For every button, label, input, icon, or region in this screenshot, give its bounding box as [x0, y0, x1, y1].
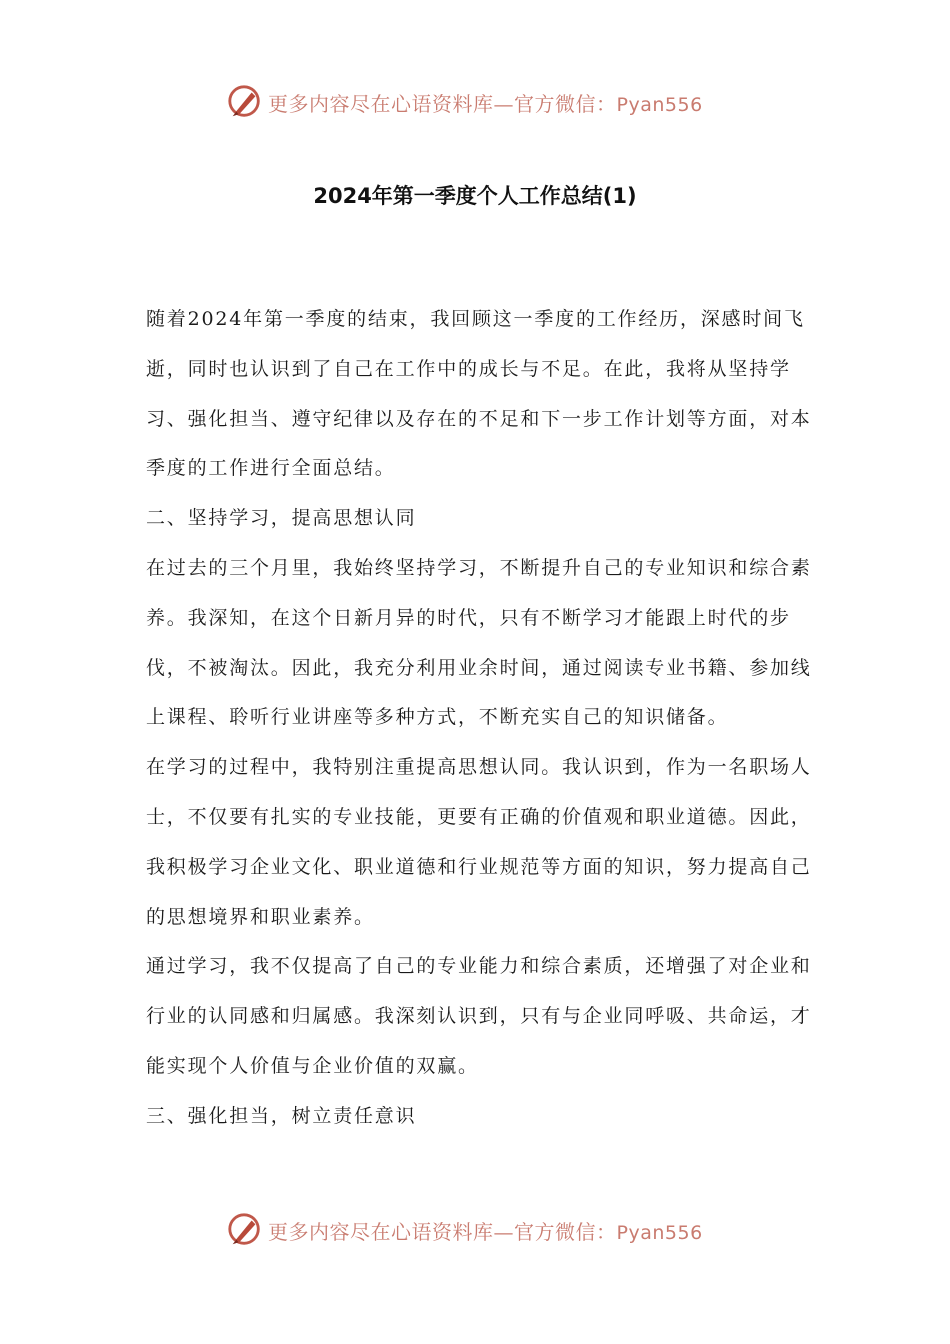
watermark-text: 更多内容尽在心语资料库—官方微信：Pyan556: [268, 1219, 703, 1244]
paragraph-study-1: 在过去的三个月里，我始终坚持学习，不断提升自己的专业知识和综合素养。我深知，在这个日新月异的时代，只有不断学习才能跟上时代的步伐，不被淘汰。因此，我充分利用业余时间，通过阅读专业书籍、参加线上课程、聆听行业讲座等多种方式，不断充实自己的知识储备。: [146, 556, 812, 729]
section-heading-responsibility: 三、强化担当，树立责任意识: [146, 1104, 417, 1127]
watermark-banner-bottom: [226, 1210, 746, 1250]
document-title: 2024年第一季度个人工作总结(1): [313, 184, 637, 208]
paragraph-study-3: 通过学习，我不仅提高了自己的专业能力和综合素质，还增强了对企业和行业的认同感和归属感。我深刻认识到，只有与企业同呼吸、共命运，才能实现个人价值与企业价值的双赢。: [146, 955, 812, 1077]
section-heading-study: 二、坚持学习，提高思想认同: [146, 507, 417, 530]
document-body: [146, 295, 818, 1142]
paragraph-study-2: 在学习的过程中，我特别注重提高思想认同。我认识到，作为一名职场人士，不仅要有扎实的专业技能，更要有正确的价值观和职业道德。因此，我积极学习企业文化、职业道德和行业规范等方面的知识，努力提高自己的思想境界和职业素养。: [146, 756, 812, 928]
pen-logo-icon: [226, 83, 264, 121]
watermark-text: 更多内容尽在心语资料库—官方微信：Pyan556: [268, 91, 703, 116]
paragraph-intro: 随着2024年第一季度的结束，我回顾这一季度的工作经历，深感时间飞逝，同时也认识到了自己在工作中的成长与不足。在此，我将从坚持学习、强化担当、遵守纪律以及存在的不足和下一步工作计划等方面，对本季度的工作进行全面总结。: [146, 308, 812, 480]
watermark-banner-top: [226, 82, 746, 122]
pen-logo-icon: [226, 1211, 264, 1249]
